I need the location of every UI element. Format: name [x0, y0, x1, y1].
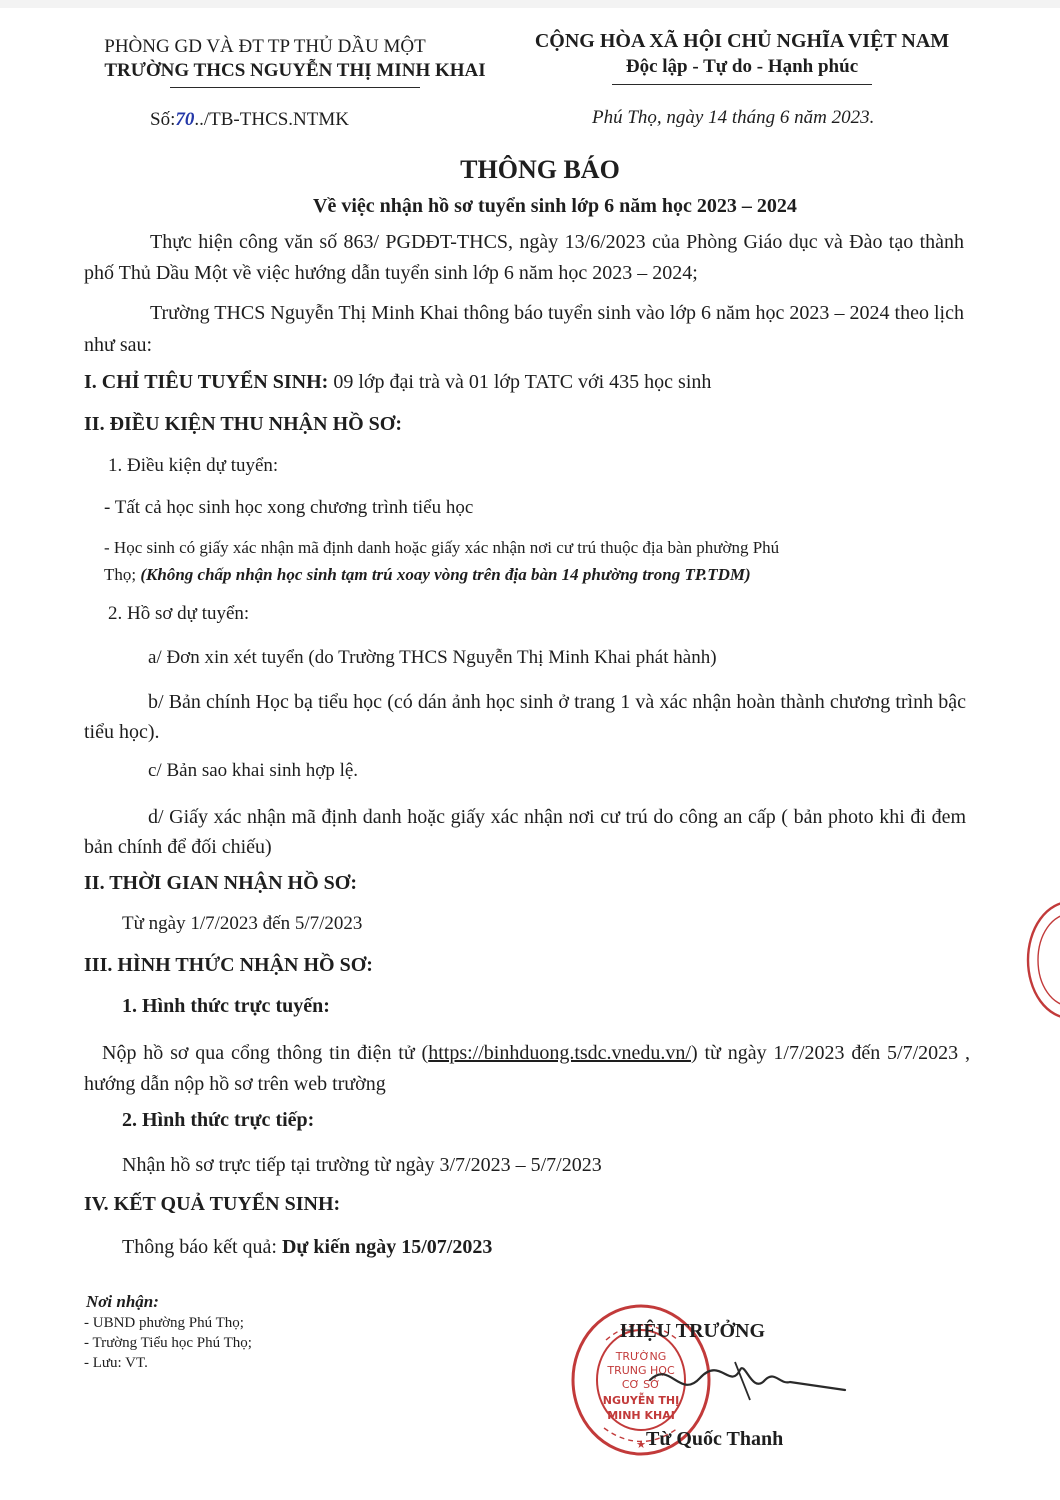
- section-time-heading: II. THỜI GIAN NHẬN HỒ SƠ:: [84, 872, 358, 894]
- online-form-text: [84, 1038, 970, 1100]
- section-conditions-heading: II. ĐIỀU KIỆN THU NHẬN HỒ SƠ:: [84, 413, 403, 435]
- document-number-label: Số:: [150, 109, 176, 130]
- document-d: d/ Giấy xác nhận mã định danh hoặc giấy xác nhận nơi cư trú do công an cấp ( bản photo khi đi đem bản chính để đối chiếu): [84, 806, 966, 858]
- header-school: TRƯỜNG THCS NGUYỄN THỊ MINH KHAI: [104, 60, 486, 81]
- seal-line-3: CƠ SỞ: [621, 1378, 661, 1391]
- online-form-text-end: ) từ ngày 1/7/2023 đến 5/7/2023 , hướng dẫn nộp hồ sơ trên web trường: [84, 1042, 971, 1095]
- document-c: c/ Bản sao khai sinh hợp lệ.: [148, 760, 359, 781]
- handwritten-signature-icon: [640, 1350, 850, 1410]
- signature-name: Từ Quốc Thanh: [646, 1428, 784, 1450]
- document-a: a/ Đơn xin xét tuyển (do Trường THCS Nguyễn Thị Minh Khai phát hành): [148, 647, 717, 668]
- condition-2-line-1: - Học sinh có giấy xác nhận mã định danh hoặc giấy xác nhận nơi cư trú thuộc địa bàn phường Phú: [104, 538, 780, 557]
- seal-line-1: TRƯỜNG: [615, 1350, 667, 1363]
- section-form-heading: III. HÌNH THỨC NHẬN HỒ SƠ:: [84, 954, 373, 976]
- document-number: [150, 109, 349, 131]
- svg-text:★: ★: [636, 1439, 646, 1451]
- condition-1: - Tất cả học sinh học xong chương trình tiểu học: [104, 497, 474, 518]
- condition-2-tail: Thọ;: [104, 565, 141, 584]
- section-quota-text: 09 lớp đại trà và 01 lớp TATC với 435 học sinh: [333, 371, 712, 393]
- result-label: Thông báo kết quả:: [122, 1236, 282, 1258]
- seal-line-5: MINH KHAI: [607, 1409, 675, 1422]
- direct-form-text: Nhận hồ sơ trực tiếp tại trường từ ngày 3/7/2023 – 5/7/2023: [122, 1154, 602, 1176]
- seal-line-4: NGUYỄN THỊ: [602, 1394, 680, 1407]
- header-department: PHÒNG GD VÀ ĐT TP THỦ DẦU MỘT: [104, 36, 426, 57]
- result-date: Dự kiến ngày 15/07/2023: [281, 1236, 493, 1258]
- intro-paragraph-1: Thực hiện công văn số 863/ PGDĐT-THCS, ngày 13/6/2023 của Phòng Giáo dục và Đào tạo thành phố Thủ Dầu Một về việc hướng dẫn tuyển sinh lớp 6 năm học 2023 – 2024;: [84, 231, 964, 284]
- registration-link[interactable]: https://binhduong.tsdc.vnedu.vn/: [428, 1042, 691, 1064]
- header-right-underline: [612, 84, 872, 85]
- recipient-2: - Trường Tiểu học Phú Thọ;: [84, 1335, 252, 1351]
- scan-top-band: [0, 0, 1060, 8]
- document-b: b/ Bản chính Học bạ tiểu học (có dán ảnh học sinh ở trang 1 và xác nhận hoàn thành chương trình bậc tiểu học).: [84, 691, 966, 743]
- document-number-suffix: ../TB-THCS.NTMK: [194, 109, 350, 130]
- direct-form-heading: 2. Hình thức trực tiếp:: [122, 1109, 315, 1131]
- header-left-underline: [170, 87, 420, 88]
- document-subtitle: Về việc nhận hồ sơ tuyển sinh lớp 6 năm học 2023 – 2024: [313, 195, 797, 217]
- document-number-handwritten: 70: [175, 109, 195, 130]
- section-quota-heading: I. CHỈ TIÊU TUYỂN SINH:: [84, 371, 329, 393]
- recipient-3: - Lưu: VT.: [84, 1355, 148, 1371]
- section-result-text: [122, 1236, 492, 1259]
- conditions-item-2: 2. Hồ sơ dự tuyển:: [108, 603, 250, 624]
- recipient-1: - UBND phường Phú Thọ;: [84, 1315, 244, 1331]
- online-form-text-start: Nộp hồ sơ qua cổng thông tin điện tử (: [102, 1042, 429, 1064]
- conditions-item-1: 1. Điều kiện dự tuyển:: [108, 455, 279, 476]
- signature-position: HIỆU TRƯỞNG: [620, 1320, 766, 1342]
- section-time-text: Từ ngày 1/7/2023 đến 5/7/2023: [122, 913, 363, 934]
- section-quota: [84, 371, 711, 394]
- intro-paragraph-2: Trường THCS Nguyễn Thị Minh Khai thông báo tuyển sinh vào lớp 6 năm học 2023 – 2024 theo lịch như sau:: [84, 302, 964, 356]
- document-title: THÔNG BÁO: [460, 155, 620, 184]
- condition-2-line-2: [104, 565, 751, 585]
- section-result-heading: IV. KẾT QUẢ TUYỂN SINH:: [84, 1193, 341, 1215]
- header-motto: Độc lập - Tự do - Hạnh phúc: [625, 56, 859, 77]
- seal-line-2: TRUNG HỌC: [607, 1364, 675, 1377]
- recipients-title: Nơi nhận:: [86, 1292, 159, 1311]
- condition-2-note: (Không chấp nhận học sinh tạm trú xoay vòng trên địa bàn 14 phường trong TP.TDM): [140, 565, 751, 584]
- document-date: Phú Thọ, ngày 14 tháng 6 năm 2023.: [592, 107, 875, 128]
- online-form-heading: 1. Hình thức trực tuyến:: [122, 995, 330, 1017]
- partial-seal-icon: [1010, 895, 1060, 1025]
- header-country: CỘNG HÒA XÃ HỘI CHỦ NGHĨA VIỆT NAM: [534, 30, 950, 52]
